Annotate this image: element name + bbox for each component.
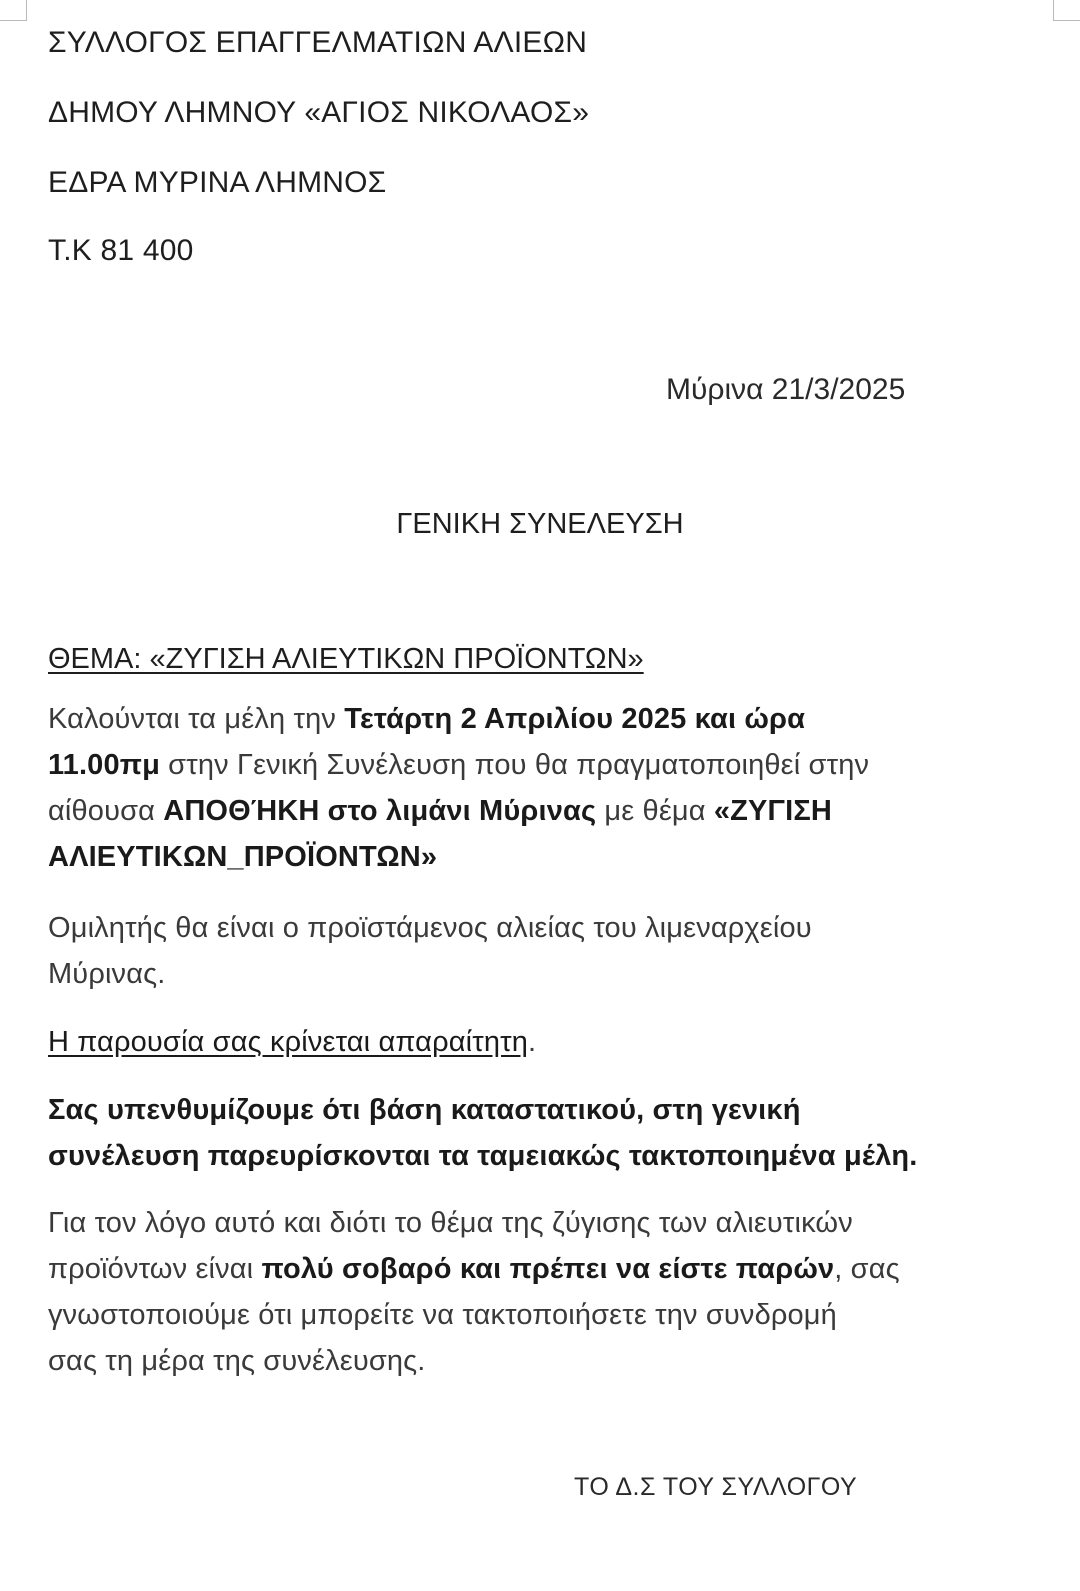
subscription-paragraph: [48, 1200, 1038, 1384]
association-municipality: ΔΗΜΟΥ ΛΗΜΝΟΥ «ΑΓΙΟΣ ΝΙΚΟΛΑΟΣ»: [48, 96, 590, 129]
invitation-paragraph: [48, 696, 1038, 880]
reminder-text-2: συνέλευση παρευρίσκονται τα ταμειακώς τακτοποιημένα μέλη.: [48, 1140, 918, 1172]
subscription-line-4: σας τη μέρα της συνέλευσης.: [48, 1345, 426, 1377]
subscription-line-2: [48, 1246, 1038, 1292]
text-segment: προϊόντων είναι: [48, 1253, 262, 1285]
crop-mark-top-left: [0, 0, 27, 21]
subscription-line-3: γνωστοποιούμε ότι μπορείτε να τακτοποιήσετε την συνδρομή: [48, 1299, 837, 1331]
document-date: Μύρινα 21/3/2025: [666, 373, 906, 406]
crop-mark-top-right: [1053, 0, 1080, 21]
invitation-line-3: [48, 788, 1038, 834]
text-segment: στην Γενική Συνέλευση που θα πραγματοποιηθεί στην: [159, 749, 870, 781]
document-title: ΓΕΝΙΚΗ ΣΥΝΕΛΕΥΣΗ: [396, 508, 684, 540]
speaker-line-2: Μύρινας.: [48, 958, 166, 990]
meeting-date-time: Τετάρτη 2 Απριλίου 2025 και ώρα: [344, 703, 806, 735]
importance-emphasis: πολύ σοβαρό και πρέπει να είστε παρών: [261, 1253, 835, 1285]
invitation-line-4: [48, 834, 1038, 880]
speaker-line-1: Ομιλητής θα είναι ο προϊστάμενος αλιείας του λιμεναρχείου: [48, 912, 812, 944]
postal-code: Τ.Κ 81 400: [48, 234, 194, 267]
signature: ΤΟ Δ.Σ ΤΟΥ ΣΥΛΛΟΓΟΥ: [574, 1473, 858, 1501]
reminder-paragraph: [48, 1087, 1038, 1179]
attendance-line: [48, 1019, 1038, 1065]
document-subject: ΘΕΜΑ: «ΖΥΓΙΣΗ ΑΛΙΕΥΤΙΚΩΝ ΠΡΟΪΟΝΤΩΝ»: [48, 643, 644, 675]
association-seat: ΕΔΡΑ ΜΥΡΙΝΑ ΛΗΜΝΟΣ: [48, 166, 387, 199]
subscription-line-1: Για τον λόγο αυτό και διότι το θέμα της ζύγισης των αλιευτικών: [48, 1207, 853, 1239]
invitation-line-1: [48, 696, 1038, 742]
text-segment: με θέμα: [596, 795, 714, 827]
meeting-venue: ΑΠΟΘΉΚΗ στο λιμάνι Μύρινας: [163, 795, 597, 827]
text-segment: αίθουσα: [48, 795, 164, 827]
text-segment: Καλούνται τα μέλη την: [48, 703, 345, 735]
reminder-line-2: [48, 1133, 1038, 1179]
meeting-topic-start: «ΖΥΓΙΣΗ: [713, 795, 832, 827]
association-name: ΣΥΛΛΟΓΟΣ ΕΠΑΓΓΕΛΜΑΤΙΩΝ ΑΛΙΕΩΝ: [48, 26, 588, 59]
speaker-paragraph: [48, 905, 1038, 997]
reminder-line-1: [48, 1087, 1038, 1133]
attendance-paragraph: [48, 1019, 1038, 1065]
meeting-hour: 11.00πμ: [48, 749, 160, 781]
meeting-topic-end: ΑΛΙΕΥΤΙΚΩΝ_ΠΡΟΪΟΝΤΩΝ»: [48, 841, 438, 873]
text-segment: .: [528, 1026, 537, 1058]
text-segment: , σας: [834, 1253, 900, 1285]
attendance-required: Η παρουσία σας κρίνεται απαραίτητη: [48, 1026, 528, 1058]
reminder-text-1: Σας υπενθυμίζουμε ότι βάση καταστατικού, στη γενική: [48, 1094, 801, 1126]
invitation-line-2: [48, 742, 1038, 788]
